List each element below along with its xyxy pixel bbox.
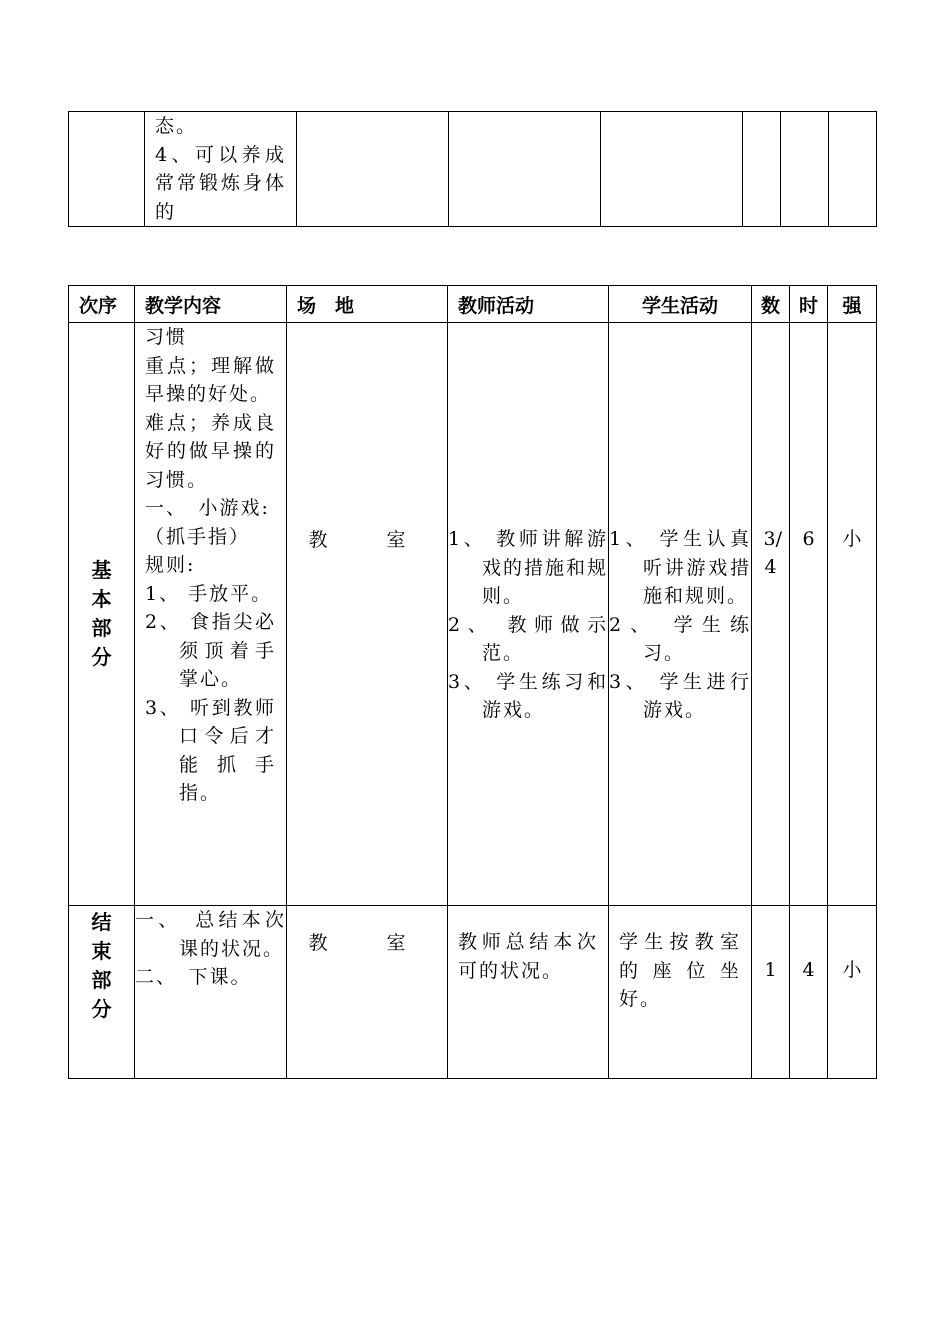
teacher-activity-cell — [448, 323, 609, 906]
empty-cell — [743, 112, 781, 227]
empty-cell — [601, 112, 743, 227]
empty-cell — [829, 112, 877, 227]
venue-cell: 教 室 — [287, 906, 448, 1079]
header-time: 时 — [790, 286, 828, 323]
table-row — [69, 112, 877, 227]
empty-cell — [449, 112, 601, 227]
header-venue: 场 地 — [287, 286, 448, 323]
header-count: 数 — [752, 286, 790, 323]
list-item: 3、 学生进行游戏。 — [609, 670, 751, 721]
list-item: 3、 听到教师口令后才能抓手指。 — [145, 696, 276, 804]
intensity-cell: 小 — [828, 323, 877, 906]
rules-list — [145, 580, 276, 808]
list-item: 1、 手放平。 — [145, 582, 273, 605]
teacher-activity-cell: 教师总结本次可的状况。 — [448, 906, 609, 1079]
header-content: 教学内容 — [135, 286, 287, 323]
list-item: 2、 食指尖必须顶着手掌心。 — [145, 611, 276, 690]
continuation-table — [68, 111, 877, 227]
section-label-end: 结束部分 — [69, 906, 135, 1079]
list-item: 3、 学生练习和游戏。 — [448, 670, 608, 721]
end-content-list — [135, 906, 286, 992]
content-cell — [135, 906, 287, 1079]
list-item: 二、 下课。 — [135, 966, 252, 988]
content-text: 态。 4、可以养成常常锻炼身体的 — [155, 115, 286, 223]
intensity-cell: 小 — [828, 906, 877, 1079]
table-row-end — [69, 906, 877, 1079]
list-item: 2、 学生练习。 — [609, 613, 751, 664]
venue-cell: 教 室 — [287, 323, 448, 906]
count-cell: 1 — [752, 906, 790, 1079]
empty-cell — [297, 112, 449, 227]
student-activity-list — [609, 323, 751, 725]
lesson-plan-table — [68, 285, 877, 1079]
list-item: 1、 教师讲解游戏的措施和规则。 — [448, 528, 609, 607]
content-cell — [145, 112, 297, 227]
time-cell: 4 — [790, 906, 828, 1079]
header-intensity: 强 — [828, 286, 877, 323]
list-item: 2、 教师做示范。 — [448, 613, 608, 664]
content-list: 习惯 重点；理解做早操的好处。 难点；养成良好的做早操的习惯。 一、 小游戏: （抓手指） 规则: 1、 手放平。 2、 食指尖必须顶着手掌心。 3、 听到教师口令后才能抓手指。 — [135, 323, 286, 808]
header-student: 学生活动 — [609, 286, 752, 323]
list-item: 一、 总结本次课的状况。 — [135, 909, 286, 960]
empty-cell — [69, 112, 145, 227]
list-item: 1、 学生认真听讲游戏措施和规则。 — [609, 528, 751, 607]
content-cell — [135, 323, 287, 906]
header-row — [69, 286, 877, 323]
section-label-basic: 基本部分 — [69, 323, 135, 906]
header-teacher: 教师活动 — [448, 286, 609, 323]
student-activity-cell — [609, 323, 752, 906]
time-cell: 6 — [790, 323, 828, 906]
table-row-basic — [69, 323, 877, 906]
header-order: 次序 — [69, 286, 135, 323]
teacher-activity-list — [448, 323, 608, 725]
empty-cell — [781, 112, 829, 227]
count-cell: 3/4 — [752, 323, 790, 906]
student-activity-cell: 学生按教室的座位坐好。 — [609, 906, 752, 1079]
